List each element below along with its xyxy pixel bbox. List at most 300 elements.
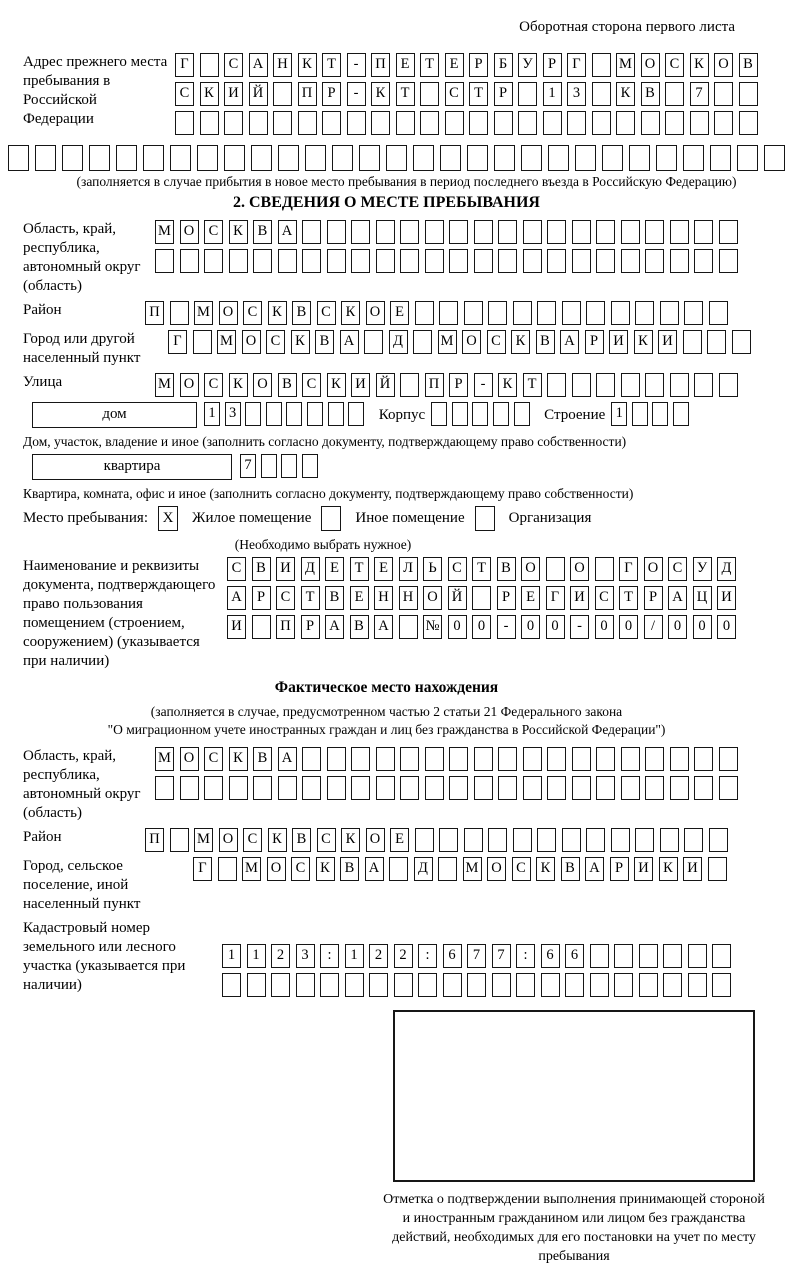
char-cell[interactable] <box>565 973 584 997</box>
char-cell[interactable] <box>469 111 488 135</box>
char-cell[interactable]: Б <box>494 53 513 77</box>
char-cell[interactable] <box>302 747 321 771</box>
char-cell[interactable]: Г <box>619 557 638 581</box>
char-cells-row[interactable] <box>193 857 732 881</box>
char-cell[interactable]: В <box>340 857 359 881</box>
char-cell[interactable] <box>719 747 738 771</box>
char-cell[interactable]: Н <box>399 586 418 610</box>
char-cell[interactable]: - <box>497 615 516 639</box>
char-cell[interactable] <box>332 145 353 171</box>
char-cell[interactable] <box>218 857 237 881</box>
char-cell[interactable] <box>614 944 633 968</box>
char-cell[interactable]: К <box>690 53 709 77</box>
char-cell[interactable] <box>400 776 419 800</box>
char-cell[interactable]: Р <box>610 857 629 881</box>
char-cell[interactable] <box>472 586 491 610</box>
char-cell[interactable]: М <box>194 301 213 325</box>
char-cell[interactable]: В <box>350 615 369 639</box>
char-cell[interactable] <box>449 220 468 244</box>
char-cell[interactable]: В <box>253 747 272 771</box>
char-cell[interactable]: О <box>180 747 199 771</box>
char-cell[interactable] <box>670 747 689 771</box>
char-cell[interactable] <box>345 973 364 997</box>
char-cell[interactable] <box>327 747 346 771</box>
char-cells-row[interactable] <box>227 557 742 581</box>
char-cell[interactable] <box>327 220 346 244</box>
char-cell[interactable]: А <box>365 857 384 881</box>
char-cell[interactable]: И <box>717 586 736 610</box>
char-cell[interactable] <box>253 249 272 273</box>
char-cell[interactable]: В <box>292 828 311 852</box>
char-cell[interactable] <box>494 111 513 135</box>
char-cell[interactable] <box>498 249 517 273</box>
char-cell[interactable] <box>645 249 664 273</box>
char-cell[interactable] <box>523 747 542 771</box>
char-cell[interactable]: / <box>644 615 663 639</box>
char-cell[interactable] <box>708 857 727 881</box>
char-cell[interactable] <box>371 111 390 135</box>
char-cell[interactable] <box>327 249 346 273</box>
char-cell[interactable] <box>632 402 648 426</box>
char-cell[interactable]: Р <box>644 586 663 610</box>
char-cell[interactable]: - <box>347 82 366 106</box>
char-cell[interactable] <box>714 82 733 106</box>
char-cell[interactable] <box>464 828 483 852</box>
char-cell[interactable]: К <box>268 301 287 325</box>
char-cell[interactable]: М <box>194 828 213 852</box>
char-cell[interactable]: Е <box>390 828 409 852</box>
char-cell[interactable] <box>670 373 689 397</box>
char-cell[interactable] <box>592 53 611 77</box>
char-cells-row[interactable] <box>155 249 743 273</box>
char-cell[interactable] <box>639 973 658 997</box>
char-cell[interactable]: - <box>570 615 589 639</box>
char-cell[interactable] <box>590 944 609 968</box>
char-cell[interactable]: Р <box>543 53 562 77</box>
char-cell[interactable]: С <box>665 53 684 77</box>
char-cells-row[interactable] <box>145 301 733 325</box>
char-cell[interactable] <box>327 776 346 800</box>
char-cell[interactable] <box>261 454 277 478</box>
char-cell[interactable]: Р <box>585 330 604 354</box>
char-cell[interactable]: А <box>668 586 687 610</box>
char-cells-row[interactable] <box>145 828 733 852</box>
char-cell[interactable] <box>474 249 493 273</box>
char-cell[interactable] <box>302 220 321 244</box>
char-cell[interactable] <box>420 82 439 106</box>
char-cell[interactable]: И <box>634 857 653 881</box>
char-cell[interactable] <box>572 373 591 397</box>
char-cell[interactable]: К <box>371 82 390 106</box>
char-cell[interactable] <box>281 454 297 478</box>
char-cell[interactable]: К <box>316 857 335 881</box>
char-cell[interactable] <box>488 828 507 852</box>
char-cell[interactable] <box>251 145 272 171</box>
char-cell[interactable] <box>521 145 542 171</box>
char-cell[interactable]: О <box>219 828 238 852</box>
char-cell[interactable]: С <box>445 82 464 106</box>
char-cell[interactable]: С <box>243 828 262 852</box>
char-cell[interactable] <box>449 747 468 771</box>
char-cell[interactable]: В <box>561 857 580 881</box>
char-cell[interactable] <box>348 402 364 426</box>
char-cell[interactable]: 1 <box>222 944 241 968</box>
char-cell[interactable]: М <box>155 747 174 771</box>
char-cell[interactable] <box>737 145 758 171</box>
char-cell[interactable]: 3 <box>296 944 315 968</box>
char-cell[interactable]: С <box>224 53 243 77</box>
char-cell[interactable] <box>464 301 483 325</box>
char-cell[interactable] <box>305 145 326 171</box>
char-cell[interactable]: Е <box>445 53 464 77</box>
char-cell[interactable] <box>445 111 464 135</box>
char-cell[interactable]: С <box>487 330 506 354</box>
char-cell[interactable] <box>351 747 370 771</box>
char-cell[interactable]: Д <box>301 557 320 581</box>
char-cell[interactable] <box>621 220 640 244</box>
char-cell[interactable] <box>400 220 419 244</box>
char-cell[interactable]: У <box>693 557 712 581</box>
char-cell[interactable]: Т <box>420 53 439 77</box>
char-cell[interactable]: П <box>276 615 295 639</box>
char-cell[interactable]: 2 <box>271 944 290 968</box>
char-cell[interactable]: Г <box>175 53 194 77</box>
char-cell[interactable] <box>431 402 447 426</box>
char-cell[interactable]: 6 <box>443 944 462 968</box>
char-cell[interactable] <box>518 82 537 106</box>
char-cell[interactable]: С <box>512 857 531 881</box>
char-cell[interactable]: Т <box>619 586 638 610</box>
char-cell[interactable] <box>645 747 664 771</box>
char-cell[interactable] <box>709 301 728 325</box>
char-cell[interactable] <box>170 828 189 852</box>
char-cell[interactable]: С <box>302 373 321 397</box>
char-cell[interactable]: 2 <box>394 944 413 968</box>
char-cell[interactable]: С <box>276 586 295 610</box>
char-cell[interactable]: О <box>242 330 261 354</box>
char-cell[interactable]: Р <box>494 82 513 106</box>
char-cell[interactable]: Н <box>374 586 393 610</box>
char-cell[interactable]: В <box>497 557 516 581</box>
char-cell[interactable] <box>296 973 315 997</box>
char-cell[interactable] <box>415 828 434 852</box>
char-cell[interactable]: А <box>249 53 268 77</box>
char-cell[interactable] <box>369 973 388 997</box>
char-cell[interactable] <box>443 973 462 997</box>
char-cell[interactable] <box>547 776 566 800</box>
char-cell[interactable]: К <box>268 828 287 852</box>
char-cell[interactable] <box>474 747 493 771</box>
char-cell[interactable] <box>89 145 110 171</box>
char-cell[interactable]: А <box>374 615 393 639</box>
char-cell[interactable]: И <box>683 857 702 881</box>
char-cell[interactable] <box>200 111 219 135</box>
char-cell[interactable] <box>394 973 413 997</box>
char-cell[interactable] <box>523 220 542 244</box>
char-cell[interactable]: А <box>325 615 344 639</box>
char-cell[interactable] <box>425 776 444 800</box>
char-cell[interactable]: Ц <box>693 586 712 610</box>
char-cell[interactable] <box>320 973 339 997</box>
char-cell[interactable] <box>386 145 407 171</box>
char-cell[interactable]: И <box>658 330 677 354</box>
char-cell[interactable]: В <box>292 301 311 325</box>
char-cell[interactable]: 0 <box>693 615 712 639</box>
char-cell[interactable]: В <box>315 330 334 354</box>
char-cell[interactable] <box>376 249 395 273</box>
char-cell[interactable]: М <box>155 373 174 397</box>
char-cell[interactable] <box>683 330 702 354</box>
char-cell[interactable] <box>575 145 596 171</box>
char-cell[interactable] <box>635 301 654 325</box>
char-cell[interactable]: О <box>423 586 442 610</box>
char-cell[interactable] <box>621 747 640 771</box>
char-cell[interactable]: С <box>317 301 336 325</box>
char-cell[interactable]: О <box>180 220 199 244</box>
char-cell[interactable] <box>562 301 581 325</box>
char-cell[interactable]: Т <box>469 82 488 106</box>
char-cell[interactable] <box>439 828 458 852</box>
char-cell[interactable]: К <box>511 330 530 354</box>
char-cell[interactable]: : <box>320 944 339 968</box>
char-cell[interactable]: Р <box>469 53 488 77</box>
char-cell[interactable] <box>712 944 731 968</box>
char-cell[interactable]: П <box>145 301 164 325</box>
char-cell[interactable] <box>684 828 703 852</box>
char-cell[interactable]: К <box>200 82 219 106</box>
char-cell[interactable] <box>415 301 434 325</box>
char-cell[interactable] <box>641 111 660 135</box>
char-cell[interactable]: О <box>714 53 733 77</box>
char-cell[interactable] <box>739 82 758 106</box>
korpus-cells[interactable] <box>431 402 534 426</box>
char-cell[interactable] <box>523 249 542 273</box>
char-cell[interactable]: М <box>616 53 635 77</box>
char-cell[interactable]: С <box>243 301 262 325</box>
char-cell[interactable] <box>449 776 468 800</box>
char-cell[interactable]: А <box>278 220 297 244</box>
char-cell[interactable]: И <box>276 557 295 581</box>
char-cell[interactable]: О <box>366 828 385 852</box>
char-cell[interactable]: Т <box>523 373 542 397</box>
char-cell[interactable]: Т <box>350 557 369 581</box>
char-cell[interactable]: И <box>224 82 243 106</box>
char-cell[interactable] <box>204 249 223 273</box>
char-cell[interactable] <box>400 249 419 273</box>
char-cell[interactable]: К <box>498 373 517 397</box>
char-cell[interactable]: П <box>425 373 444 397</box>
char-cell[interactable]: 1 <box>543 82 562 106</box>
char-cell[interactable] <box>286 402 302 426</box>
char-cell[interactable] <box>707 330 726 354</box>
char-cell[interactable] <box>586 828 605 852</box>
char-cell[interactable] <box>670 220 689 244</box>
char-cell[interactable]: В <box>253 220 272 244</box>
char-cell[interactable] <box>572 220 591 244</box>
char-cell[interactable] <box>586 301 605 325</box>
char-cell[interactable]: П <box>145 828 164 852</box>
char-cell[interactable] <box>660 828 679 852</box>
char-cell[interactable] <box>547 747 566 771</box>
char-cell[interactable]: О <box>219 301 238 325</box>
char-cell[interactable]: О <box>462 330 481 354</box>
char-cell[interactable] <box>684 301 703 325</box>
char-cell[interactable]: 0 <box>472 615 491 639</box>
char-cell[interactable]: Е <box>350 586 369 610</box>
char-cell[interactable]: М <box>242 857 261 881</box>
char-cell[interactable] <box>180 249 199 273</box>
char-cell[interactable] <box>635 828 654 852</box>
char-cell[interactable]: - <box>347 53 366 77</box>
char-cell[interactable] <box>719 220 738 244</box>
char-cell[interactable] <box>660 301 679 325</box>
char-cell[interactable]: Г <box>168 330 187 354</box>
char-cell[interactable] <box>514 402 530 426</box>
char-cell[interactable] <box>547 220 566 244</box>
char-cell[interactable]: С <box>204 747 223 771</box>
char-cell[interactable] <box>596 220 615 244</box>
char-cell[interactable] <box>663 973 682 997</box>
char-cell[interactable] <box>347 111 366 135</box>
char-cell[interactable] <box>694 776 713 800</box>
char-cell[interactable]: В <box>641 82 660 106</box>
char-cell[interactable] <box>590 973 609 997</box>
char-cell[interactable] <box>543 111 562 135</box>
char-cell[interactable] <box>719 776 738 800</box>
char-cell[interactable]: О <box>487 857 506 881</box>
char-cell[interactable] <box>249 111 268 135</box>
char-cell[interactable] <box>322 111 341 135</box>
char-cell[interactable] <box>364 330 383 354</box>
char-cell[interactable] <box>621 249 640 273</box>
char-cell[interactable] <box>710 145 731 171</box>
char-cell[interactable] <box>663 944 682 968</box>
char-cell[interactable]: 0 <box>595 615 614 639</box>
char-cell[interactable]: И <box>570 586 589 610</box>
char-cell[interactable] <box>611 828 630 852</box>
char-cell[interactable]: О <box>253 373 272 397</box>
char-cell[interactable] <box>400 747 419 771</box>
char-cells-row[interactable] <box>175 82 763 106</box>
char-cell[interactable] <box>180 776 199 800</box>
char-cell[interactable] <box>602 145 623 171</box>
char-cell[interactable] <box>665 82 684 106</box>
char-cell[interactable]: 0 <box>546 615 565 639</box>
char-cell[interactable]: Й <box>376 373 395 397</box>
char-cell[interactable] <box>513 301 532 325</box>
char-cell[interactable] <box>656 145 677 171</box>
char-cell[interactable] <box>494 145 515 171</box>
char-cell[interactable] <box>62 145 83 171</box>
char-cell[interactable] <box>245 402 261 426</box>
char-cell[interactable] <box>175 111 194 135</box>
char-cell[interactable] <box>614 973 633 997</box>
char-cell[interactable] <box>359 145 380 171</box>
char-cell[interactable]: Р <box>497 586 516 610</box>
char-cell[interactable]: И <box>227 615 246 639</box>
char-cell[interactable] <box>694 249 713 273</box>
char-cell[interactable]: Г <box>567 53 586 77</box>
char-cell[interactable] <box>298 111 317 135</box>
char-cell[interactable] <box>596 747 615 771</box>
char-cell[interactable] <box>474 220 493 244</box>
char-cell[interactable]: Й <box>249 82 268 106</box>
char-cell[interactable]: 7 <box>492 944 511 968</box>
char-cell[interactable] <box>616 111 635 135</box>
char-cell[interactable]: 6 <box>565 944 584 968</box>
char-cell[interactable] <box>488 301 507 325</box>
char-cell[interactable]: У <box>518 53 537 77</box>
char-cell[interactable]: А <box>278 747 297 771</box>
char-cell[interactable]: М <box>155 220 174 244</box>
char-cell[interactable] <box>273 111 292 135</box>
char-cell[interactable]: А <box>585 857 604 881</box>
char-cell[interactable] <box>229 776 248 800</box>
char-cell[interactable]: К <box>229 373 248 397</box>
char-cell[interactable] <box>116 145 137 171</box>
char-cell[interactable] <box>712 973 731 997</box>
char-cell[interactable] <box>621 776 640 800</box>
char-cell[interactable] <box>278 145 299 171</box>
char-cell[interactable]: Р <box>301 615 320 639</box>
char-cell[interactable]: О <box>366 301 385 325</box>
char-cell[interactable] <box>155 776 174 800</box>
char-cells-row[interactable] <box>222 944 737 968</box>
char-cell[interactable]: К <box>536 857 555 881</box>
char-cell[interactable] <box>572 776 591 800</box>
char-cell[interactable]: Е <box>396 53 415 77</box>
char-cell[interactable] <box>396 111 415 135</box>
char-cell[interactable] <box>193 330 212 354</box>
char-cell[interactable] <box>253 776 272 800</box>
char-cell[interactable] <box>493 402 509 426</box>
char-cell[interactable]: С <box>204 220 223 244</box>
char-cell[interactable] <box>537 301 556 325</box>
char-cell[interactable]: С <box>266 330 285 354</box>
char-cell[interactable] <box>204 776 223 800</box>
char-cell[interactable]: К <box>341 301 360 325</box>
char-cell[interactable] <box>425 747 444 771</box>
char-cell[interactable] <box>413 330 432 354</box>
char-cell[interactable] <box>222 973 241 997</box>
char-cell[interactable] <box>224 111 243 135</box>
char-cell[interactable]: С <box>291 857 310 881</box>
char-cell[interactable] <box>567 111 586 135</box>
char-cell[interactable]: 6 <box>541 944 560 968</box>
char-cell[interactable] <box>247 973 266 997</box>
char-cell[interactable] <box>376 220 395 244</box>
char-cell[interactable]: О <box>644 557 663 581</box>
char-cell[interactable]: П <box>298 82 317 106</box>
char-cell[interactable] <box>252 615 271 639</box>
char-cell[interactable] <box>224 145 245 171</box>
char-cell[interactable]: О <box>570 557 589 581</box>
char-cell[interactable]: Е <box>521 586 540 610</box>
char-cell[interactable]: Е <box>374 557 393 581</box>
char-cell[interactable] <box>572 249 591 273</box>
char-cell[interactable] <box>516 973 535 997</box>
char-cell[interactable] <box>709 828 728 852</box>
char-cell[interactable]: Й <box>448 586 467 610</box>
char-cell[interactable]: М <box>438 330 457 354</box>
stroenie-cells[interactable] <box>611 402 693 426</box>
char-cell[interactable] <box>596 249 615 273</box>
char-cell[interactable] <box>271 973 290 997</box>
char-cell[interactable]: 1 <box>345 944 364 968</box>
char-cell[interactable]: Г <box>546 586 565 610</box>
char-cell[interactable] <box>596 373 615 397</box>
char-cell[interactable]: С <box>317 828 336 852</box>
